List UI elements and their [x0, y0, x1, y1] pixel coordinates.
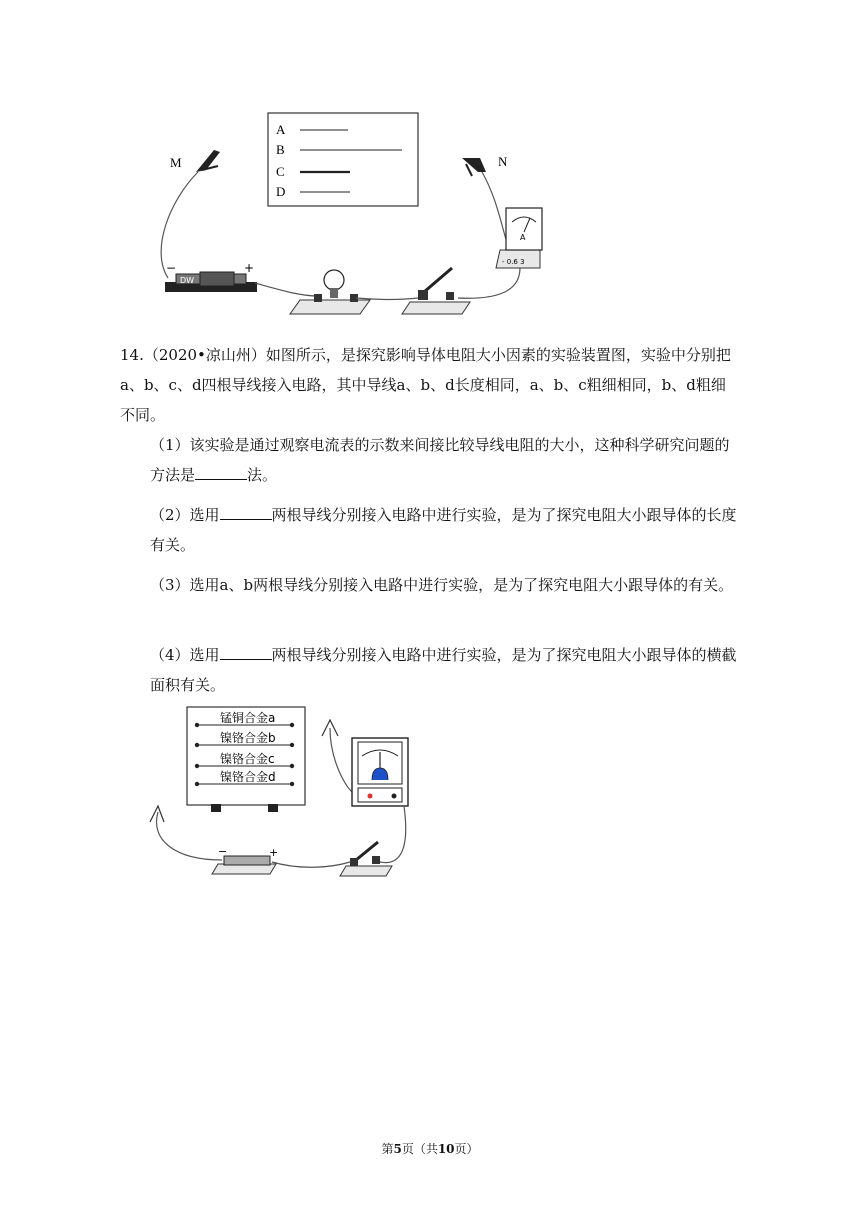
board-wire-a-label: 锰铜合金a — [220, 711, 276, 725]
clip-n-label: N — [498, 154, 508, 169]
part-1-suffix: 法。 — [247, 466, 278, 484]
page-footer — [0, 1140, 860, 1157]
question-source: （2020•凉山州） — [143, 346, 266, 364]
clip-m-label: M — [170, 155, 182, 170]
wire-label-d: D — [276, 184, 286, 199]
ammeter-terminals: - 0.6 3 — [502, 258, 525, 266]
battery-2-minus: − — [218, 845, 228, 858]
part-4-suffix: 两根导线分别接入电路中进行实验，是为了探究电阻大小跟导体的横截面积有关。 — [150, 646, 737, 694]
part-1-text: （1）该实验是通过观察电流表的示数来间接比较导线电阻的大小，这种科学研究问题的方法是 — [150, 436, 730, 484]
switch-2-board — [340, 866, 392, 876]
footer-page-number: 5 — [393, 1142, 402, 1156]
wire-label-b: B — [276, 142, 285, 157]
footer-mid: 页（共 — [401, 1142, 438, 1156]
battery-label: DW — [180, 276, 195, 285]
battery-2-icon — [224, 856, 270, 865]
battery-plus: + — [244, 261, 255, 275]
board-wire-d-label: 镍铬合金d — [220, 770, 276, 784]
part-3-text: （3）选用a、b两根导线分别接入电路中进行实验，是为了探究电阻大小跟导体的有关。 — [150, 576, 734, 594]
part-4-text: （4）选用 — [150, 646, 220, 664]
part-2-suffix: 两根导线分别接入电路中进行实验，是为了探究电阻大小跟导体的长度有关。 — [150, 506, 737, 554]
question-intro: 如图所示，是探究影响导体电阻大小因素的实验装置图，实验中分别把a、b、c、d四根导线接入电路，其中导线a、b、d长度相同，a、b、c粗细相同，b、d粗细不同。 — [120, 346, 731, 424]
part-2-text: （2）选用 — [150, 506, 220, 524]
wire-label-c: C — [276, 164, 285, 179]
ammeter-label: A — [520, 233, 526, 242]
footer-total-pages: 10 — [437, 1142, 455, 1156]
wire-label-a: A — [276, 122, 286, 137]
footer-suffix: 页） — [454, 1142, 479, 1156]
question-number: 14. — [120, 346, 144, 364]
board-wire-b-label: 镍铬合金b — [220, 731, 276, 745]
battery-minus: − — [166, 261, 177, 275]
battery-2-plus: + — [269, 846, 279, 859]
footer-prefix: 第 — [381, 1142, 394, 1156]
board-wire-c-label: 镍铬合金c — [220, 752, 275, 766]
